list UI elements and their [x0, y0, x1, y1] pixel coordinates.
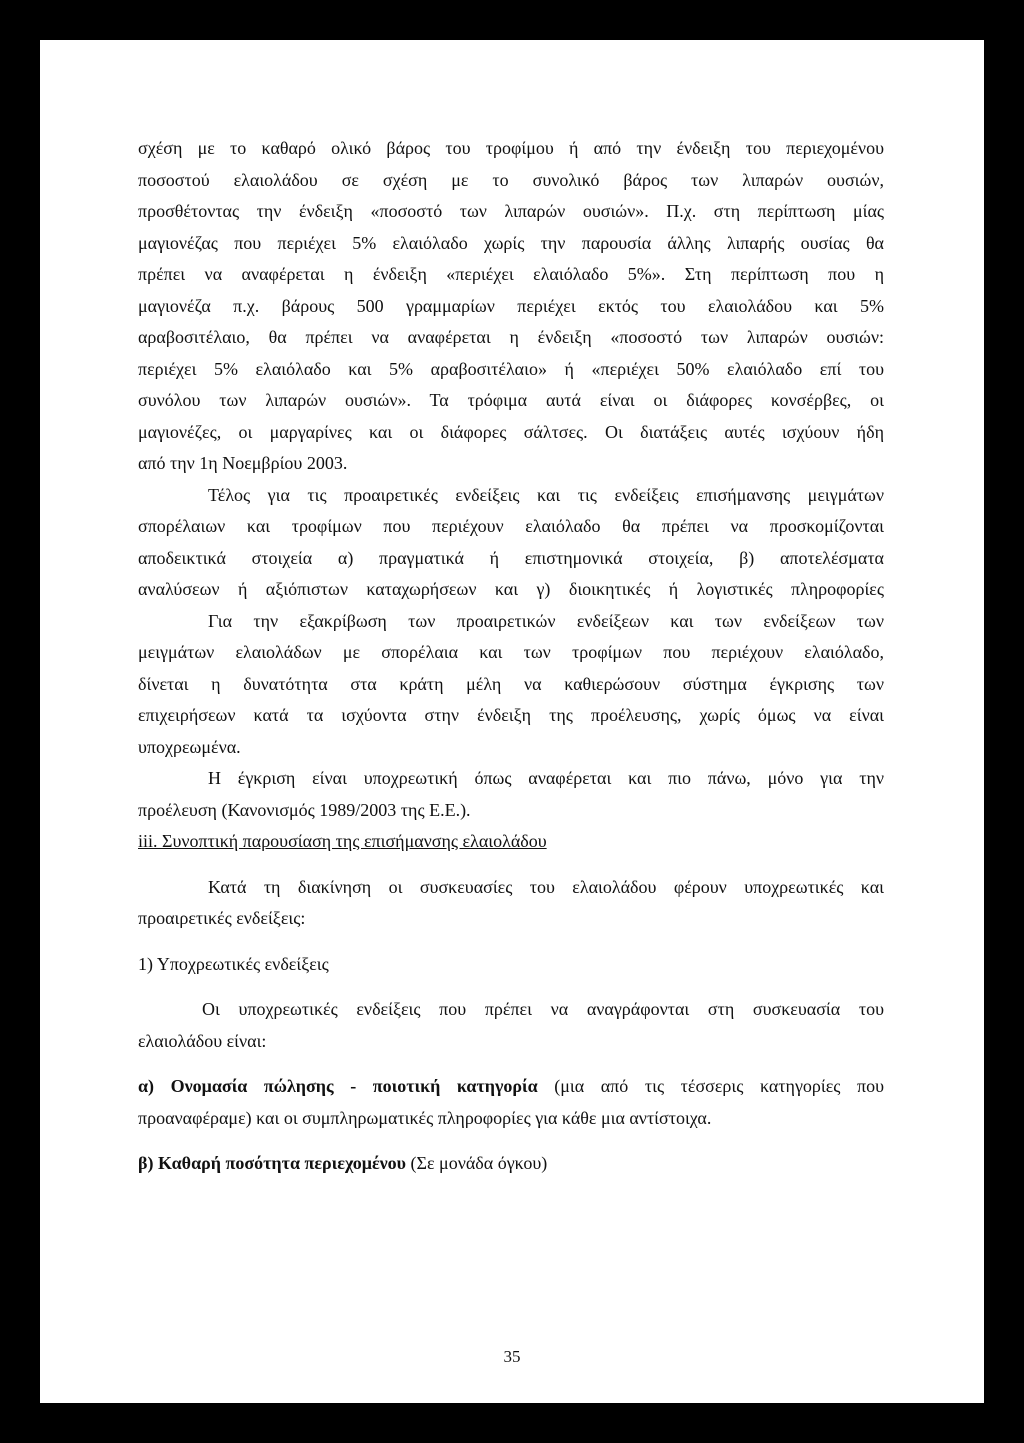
paragraph-packaging: [138, 872, 884, 935]
spacer: [138, 858, 884, 872]
paragraph-mayonnaise-example: [138, 133, 884, 480]
text-line: σχέση με το καθαρό ολικό βάρος του τροφίμου ή από την ένδειξη του περιεχομένου: [138, 138, 884, 158]
text-line: επιχειρήσεων κατά τα ισχύοντα στην ένδειξη της προέλευσης, χωρίς όμως να είναι: [138, 705, 884, 725]
text-line: περιέχει 5% ελαιόλαδο και 5% αραβοσιτέλαιο» ή «περιέχει 50% ελαιόλαδο επί του: [138, 358, 884, 379]
list-item-sales-name: [138, 1071, 884, 1134]
text-line: μαγιονέζες, οι μαργαρίνες και οι διάφορες σάλτσες. Οι διατάξεις αυτές ισχύουν ήδη: [138, 421, 884, 442]
sub-heading: 1) Υποχρεωτικές ενδείξεις: [138, 953, 329, 974]
page-number: 35: [503, 1347, 521, 1366]
text-line: αποδεικτικά στοιχεία α) πραγματικά ή επιστημονικά στοιχεία, β) αποτελέσματα: [138, 547, 884, 568]
text-line: υποχρεωμένα.: [138, 736, 241, 757]
text-line: προαναφέραμε) και οι συμπληρωματικές πληροφορίες για κάθε μια αντίστοιχα.: [138, 1107, 712, 1128]
bold-term: β) Καθαρή ποσότητα περιεχομένου: [138, 1153, 407, 1173]
text-line: μειγμάτων ελαιολάδων με σπορέλαια και των τροφίμων που περιέχουν ελαιόλαδο,: [138, 642, 884, 662]
text-line: μαγιονέζας που περιέχει 5% ελαιόλαδο χωρίς την παρουσία άλλης λιπαρής ουσίας θα: [138, 232, 884, 253]
paragraph-mandatory: [138, 994, 884, 1057]
text-line: προσθέτοντας την ένδειξη «ποσοστό των λιπαρών ουσιών». Π.χ. στη περίπτωση μίας: [138, 201, 884, 221]
text-line: προέλευση (Κανονισμός 1989/2003 της Ε.Ε.).: [138, 799, 471, 820]
text-line: Κατά τη διακίνηση οι συσκευασίες του ελαιολάδου φέρουν υποχρεωτικές και: [208, 876, 884, 897]
text-line: Για την εξακρίβωση των προαιρετικών ενδείξεων και των ενδείξεων των: [208, 610, 884, 631]
text-line: αραβοσιτέλαιο, θα πρέπει να αναφέρεται η ένδειξη «ποσοστό των λιπαρών ουσιών:: [138, 327, 884, 347]
text-line: συνόλου των λιπαρών ουσιών». Τα τρόφιμα αυτά είναι οι διάφορες κονσέρβες, οι: [138, 390, 884, 410]
section-heading: iii. Συνοπτική παρουσίαση της επισήμανσης ελαιολάδου: [138, 831, 547, 851]
text-line: ελαιολάδου είναι:: [138, 1030, 267, 1051]
spacer: [138, 935, 884, 949]
text-line: δίνεται η δυνατότητα στα κράτη μέλη να καθιερώσουν σύστημα έγκρισης των: [138, 673, 884, 694]
document-page: [40, 40, 984, 1403]
text-line: προαιρετικές ενδείξεις:: [138, 908, 306, 928]
page-content: [138, 133, 884, 1180]
bold-term: α) Ονομασία πώλησης - ποιοτική κατηγορία: [138, 1076, 538, 1096]
text-line: από την 1η Νοεμβρίου 2003.: [138, 453, 348, 473]
term-description: (μια από τις τέσσερις κατηγορίες που: [537, 1076, 885, 1096]
spacer: [138, 1057, 884, 1071]
text-line: [138, 1148, 884, 1180]
spacer: [138, 980, 884, 994]
text-line: ποσοστού ελαιολάδου σε σχέση με το συνολικό βάρος των λιπαρών ουσιών,: [138, 169, 884, 190]
spacer: [138, 1134, 884, 1148]
text-line: πρέπει να αναφέρεται η ένδειξη «περιέχει ελαιόλαδο 5%». Στη περίπτωση που η: [138, 264, 884, 284]
text-line: αναλύσεων ή αξιόπιστων καταχωρήσεων και γ) διοικητικές ή λογιστικές πληροφορίες: [138, 579, 884, 599]
text-line: Οι υποχρεωτικές ενδείξεις που πρέπει να αναγράφονται στη συσκευασία του: [202, 999, 884, 1019]
term-description: (Σε μονάδα όγκου): [406, 1153, 548, 1173]
text-line: [138, 1071, 884, 1103]
list-item-net-quantity: [138, 1148, 884, 1180]
paragraph-optional-indications: [138, 480, 884, 606]
paragraph-verification: [138, 606, 884, 764]
text-line: μαγιονέζα π.χ. βάρους 500 γραμμαρίων περιέχει εκτός του ελαιολάδου και 5%: [138, 295, 884, 316]
text-line: Τέλος για τις προαιρετικές ενδείξεις και τις ενδείξεις επισήμανσης μειγμάτων: [208, 484, 884, 505]
text-line: σπορέλαιων και τροφίμων που περιέχουν ελαιόλαδο θα πρέπει να προσκομίζονται: [138, 516, 884, 536]
text-line: Η έγκριση είναι υποχρεωτική όπως αναφέρεται και πιο πάνω, μόνο για την: [208, 768, 884, 788]
paragraph-approval: [138, 763, 884, 826]
